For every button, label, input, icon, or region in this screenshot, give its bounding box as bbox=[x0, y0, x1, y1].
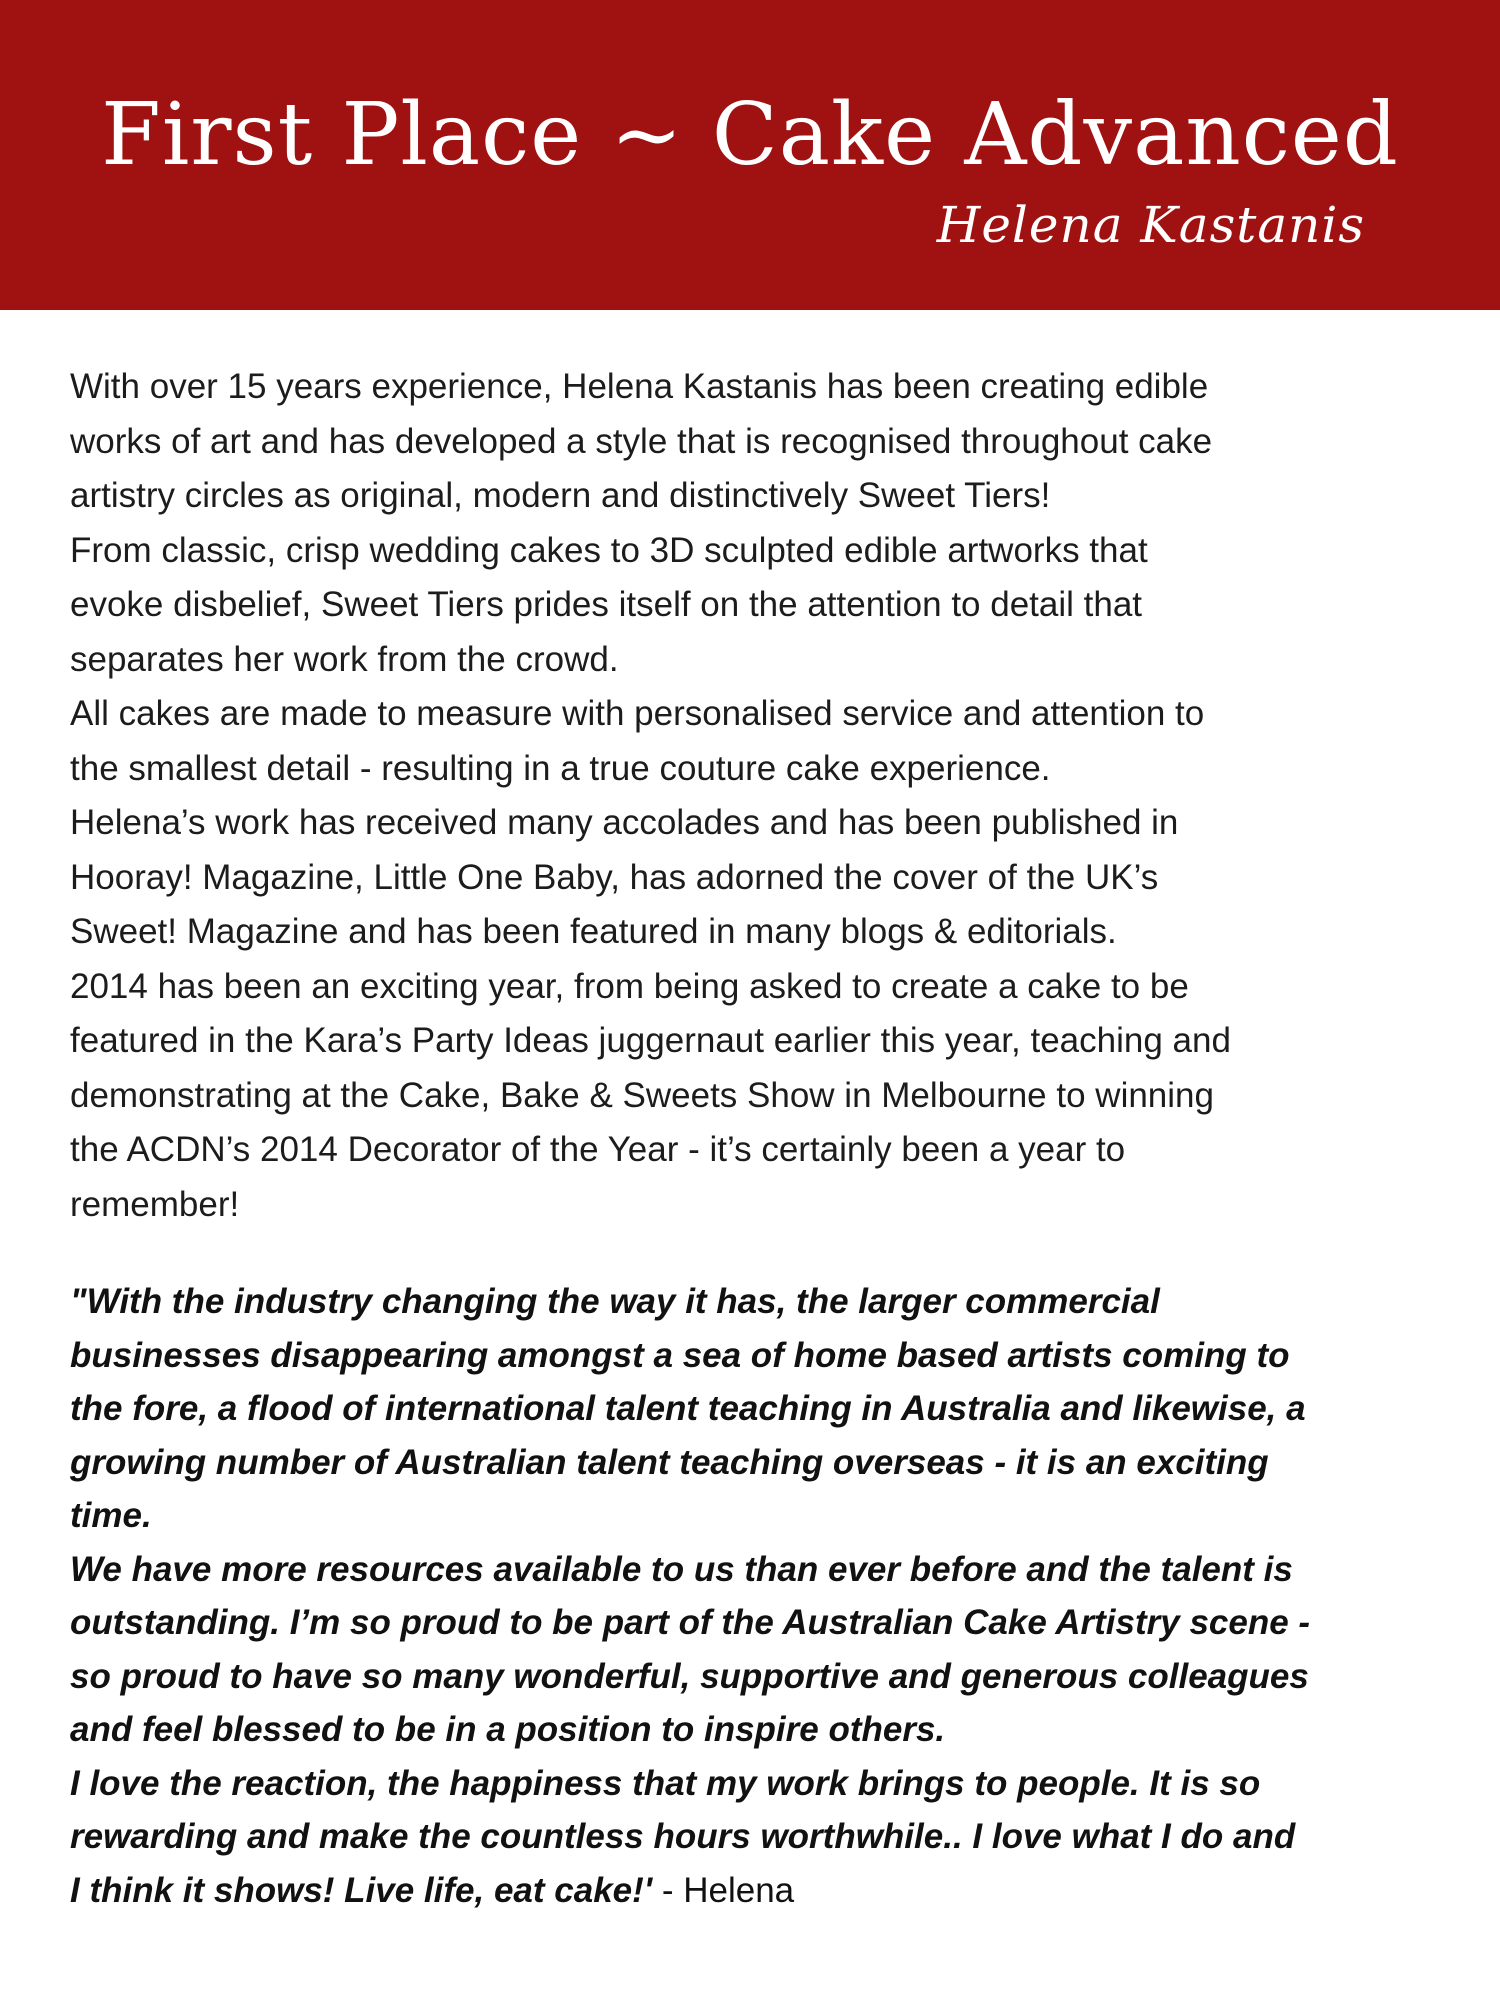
quote-last-text: I love the reaction, the happiness that my work brings to people. It is so rewarding and make the countless hours worthwhile.. I love what I do and I think it shows! Live life, eat cake!' bbox=[70, 1763, 1296, 1910]
page-title: First Place ~ Cake Advanced bbox=[101, 85, 1399, 185]
quote-paragraph: "With the industry changing the way it has, the larger commercial businesses disappearing amongst a sea of home based artists coming to the fore, a flood of international talent teaching in Australia and likewise, a growing number of Australian talent teaching overseas - it is an exciting time. bbox=[70, 1282, 1306, 1535]
body-paragraph: From classic, crisp wedding cakes to 3D sculpted edible artworks that evoke disbelief, Sweet Tiers prides itself on the attention to detail that separates her work from the crowd. bbox=[70, 530, 1148, 679]
body-paragraph: With over 15 years experience, Helena Kastanis has been creating edible works of art and has developed a style that is recognised throughout cake artistry circles as original, modern and distinctively Sweet Tiers! bbox=[70, 367, 1213, 515]
body-paragraph: Helena’s work has received many accolades and has been published in Hooray! Magazine, Little One Baby, has adorned the cover of the UK’s Sweet! Magazine and has been featured in many blogs & editorials. bbox=[70, 803, 1179, 951]
quote-block bbox=[70, 1275, 1470, 1917]
article-body bbox=[70, 360, 1450, 1232]
author-name: Helena Kastanis bbox=[936, 196, 1365, 254]
body-paragraph: All cakes are made to measure with personalised service and attention to the smallest detail - resulting in a true couture cake experience. bbox=[70, 694, 1205, 788]
header-band bbox=[0, 0, 1500, 310]
body-paragraph: 2014 has been an exciting year, from being asked to create a cake to be featured in the Kara’s Party Ideas juggernaut earlier this year, teaching and demonstrating at the Cake, Bake & Sweets Show in Melbourne to winning the ACDN’s 2014 Decorator of the Year - it’s certainly been a year to remember! bbox=[70, 966, 1231, 1224]
quote-paragraph: We have more resources available to us than ever before and the talent is outstanding. I’m so proud to be part of the Australian Cake Artistry scene - so proud to have so many wonderful, supportive and generous colleagues and feel blessed to be in a position to inspire others. bbox=[70, 1549, 1311, 1749]
quote-last-paragraph bbox=[70, 1757, 1470, 1918]
quote-signoff: - Helena bbox=[652, 1870, 795, 1910]
